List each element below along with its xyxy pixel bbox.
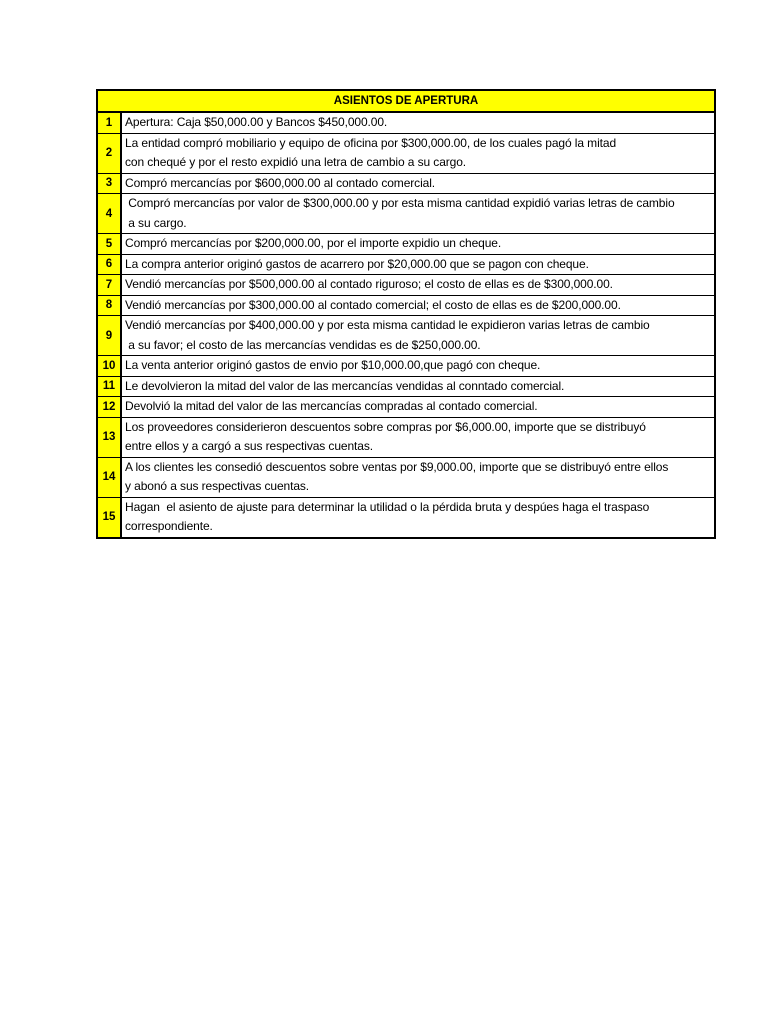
row-text: [122, 316, 714, 355]
row-text-line: Le devolvieron la mitad del valor de las mercancías vendidas al conntado comercial.: [125, 378, 565, 393]
row-text: [122, 234, 714, 254]
row-text-line: Los proveedores considerieron descuentos sobre compras por $6,000.00, importe que se distribuyó: [125, 419, 646, 434]
row-number: 14: [98, 458, 122, 497]
table-row: [98, 296, 714, 317]
row-text-line: Devolvió la mitad del valor de las mercancías compradas al contado comercial.: [125, 399, 538, 413]
row-text: [122, 255, 714, 275]
row-number: 10: [98, 356, 122, 376]
table-row: [98, 113, 714, 134]
table-row: [98, 356, 714, 377]
table-row: [98, 255, 714, 276]
row-number: 3: [98, 174, 122, 194]
row-text: [122, 134, 714, 173]
row-number: 8: [98, 296, 122, 316]
table-row: [98, 275, 714, 296]
row-number: 12: [98, 397, 122, 417]
row-text-line: a su cargo.: [125, 215, 187, 230]
row-text-line: correspondiente.: [125, 519, 213, 533]
exercise-table: [96, 89, 716, 539]
table-row: [98, 174, 714, 195]
row-text: [122, 458, 714, 497]
row-text-line: y abonó a sus respectivas cuentas.: [125, 479, 310, 493]
row-number: 4: [98, 194, 122, 233]
row-text-line: Apertura: Caja $50,000.00 y Bancos $450,000.00.: [125, 115, 388, 129]
table-row: [98, 134, 714, 174]
row-text: [122, 275, 714, 295]
row-number: 5: [98, 234, 122, 254]
table-title: ASIENTOS DE APERTURA: [98, 91, 714, 113]
row-text-line: Vendió mercancías por $500,000.00 al contado riguroso; el costo de ellas es de $300,000.00.: [125, 277, 613, 291]
row-number: 1: [98, 113, 122, 133]
table-row: [98, 377, 714, 398]
table-row: [98, 316, 714, 356]
row-text-line: Compró mercancías por valor de $300,000.00 y por esta misma cantidad expidió varias letras de cambio: [125, 196, 675, 210]
table-row: [98, 498, 714, 537]
row-text: [122, 356, 714, 376]
row-text-line: Compró mercancías por $600,000.00 al contado comercial.: [125, 175, 436, 190]
row-number: 11: [98, 377, 122, 397]
row-number: 15: [98, 498, 122, 537]
row-text: [122, 174, 714, 194]
row-text-line: La compra anterior originó gastos de acarrero por $20,000.00 que se pagon con cheque.: [125, 256, 589, 271]
table-row: [98, 397, 714, 418]
row-number: 13: [98, 418, 122, 457]
row-text: [122, 397, 714, 417]
row-text: [122, 296, 714, 316]
row-text-line: Vendió mercancías por $300,000.00 al contado comercial; el costo de ellas es de $200,000.00.: [125, 297, 621, 312]
row-number: 9: [98, 316, 122, 355]
row-number: 2: [98, 134, 122, 173]
row-text-line: con chequé y por el resto expidió una letra de cambio a su cargo.: [125, 155, 467, 169]
row-text: [122, 377, 714, 397]
row-text: [122, 418, 714, 457]
row-text: [122, 113, 714, 133]
table-row: [98, 458, 714, 498]
row-text-line: La entidad compró mobiliario y equipo de oficina por $300,000.00, de los cuales pagó la mitad: [125, 135, 617, 150]
row-text-line: Compró mercancías por $200,000.00, por el importe expidio un cheque.: [125, 236, 502, 250]
row-text-line: a su favor; el costo de las mercancías vendidas es de $250,000.00.: [125, 337, 481, 352]
table-row: [98, 234, 714, 255]
table-row: [98, 194, 714, 234]
table-row: [98, 418, 714, 458]
row-number: 6: [98, 255, 122, 275]
row-text-line: entre ellos y a cargó a sus respectivas cuentas.: [125, 439, 373, 453]
row-number: 7: [98, 275, 122, 295]
row-text: [122, 498, 714, 537]
row-text: [122, 194, 714, 233]
row-text-line: Vendió mercancías por $400,000.00 y por esta misma cantidad le expidieron varias letras de cambio: [125, 318, 650, 332]
row-text-line: Hagan el asiento de ajuste para determinar la utilidad o la pérdida bruta y despúes haga el traspaso: [125, 499, 650, 514]
table-body: [98, 113, 714, 537]
row-text-line: La venta anterior originó gastos de envio por $10,000.00,que pagó con cheque.: [125, 358, 541, 372]
row-text-line: A los clientes les consedió descuentos sobre ventas por $9,000.00, importe que se distribuyó entre ellos: [125, 459, 669, 474]
